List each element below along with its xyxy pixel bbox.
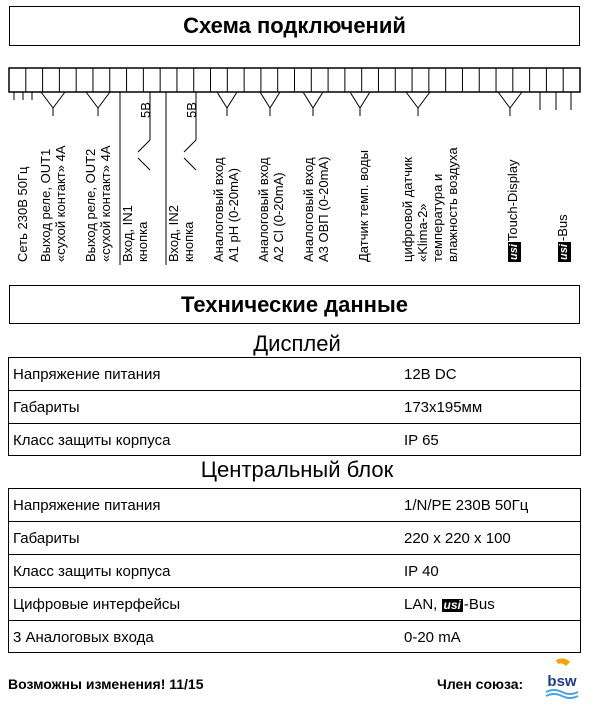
table-row [8, 554, 581, 587]
switch-voltage-label-2: 5В [184, 102, 199, 118]
table-row [8, 357, 581, 390]
terminal-label-bus: usi-Bus [555, 214, 570, 260]
table-row [8, 390, 581, 423]
usi-logo-icon: usi [443, 598, 461, 612]
display-heading: Дисплей [253, 331, 341, 356]
bsw-logo-icon [540, 656, 584, 708]
row-key: Напряжение питания [13, 366, 161, 383]
row-value: 12В DC [404, 366, 457, 383]
row-value: IP 40 [404, 563, 439, 580]
table-row [8, 423, 581, 456]
table-row [8, 620, 581, 653]
terminal-label-out1: Выход реле, OUT1 «сухой контакт» 4А [38, 145, 68, 262]
row-value: 173х195мм [404, 399, 483, 416]
wiring-title: Схема подключений [9, 6, 580, 46]
row-value: LAN, usi -Bus [404, 596, 495, 613]
central-table [8, 488, 581, 653]
usi-logo-icon: usi [508, 244, 520, 260]
terminal-label-touch-display: usiTouch-Display [505, 159, 520, 260]
terminal-label-water-temp: Датчик темп. воды [356, 150, 371, 262]
row-key: Класс защиты корпуса [13, 432, 171, 449]
row-key: Класс защиты корпуса [13, 563, 171, 580]
footer-note: Возможны изменения! 11/15 [8, 676, 204, 692]
row-value: IP 65 [404, 432, 439, 449]
usi-logo-icon: usi [558, 244, 570, 260]
central-heading: Центральный блок [200, 457, 394, 482]
row-value: 220 х 220 х 100 [404, 530, 511, 547]
row-key: Напряжение питания [13, 497, 161, 514]
row-key: 3 Аналоговых входа [13, 629, 154, 646]
svg-text:bsw: bsw [547, 673, 577, 690]
terminal-label-a1: Аналоговый вход A1 pH (0-20mA) [211, 157, 241, 262]
table-row [8, 587, 581, 620]
row-value: 1/N/PE 230В 50Гц [404, 497, 529, 514]
table-row [8, 521, 581, 554]
display-table [8, 357, 581, 456]
member-label: Член союза: [437, 676, 524, 692]
tech-title: Технические данные [9, 285, 580, 324]
terminal-label-mains: Сеть 230В 50Гц [15, 166, 30, 262]
terminal-label-out2: Выход реле, OUT2 «сухой контакт» 4А [83, 145, 113, 262]
row-key: Габариты [13, 399, 80, 416]
row-value: 0-20 mA [404, 629, 461, 646]
wiring-diagram [0, 0, 594, 280]
terminal-label-a3: Аналоговый вход A3 ОВП (0-20mA) [301, 156, 331, 262]
table-row [8, 488, 581, 521]
terminal-label-a2: Аналоговый вход A2 Cl (0-20mA) [256, 157, 286, 262]
row-key: Габариты [13, 530, 80, 547]
row-key: Цифровые интерфейсы [13, 596, 181, 613]
switch-voltage-label-1: 5В [138, 102, 153, 118]
terminal-label-in1: Вход, IN1 кнопка [120, 205, 150, 262]
terminal-label-in2: Вход, IN2 кнопка [166, 205, 196, 262]
terminal-label-klima: цифровой датчик «Klima-2» температура и влажность воздуха [400, 147, 460, 262]
